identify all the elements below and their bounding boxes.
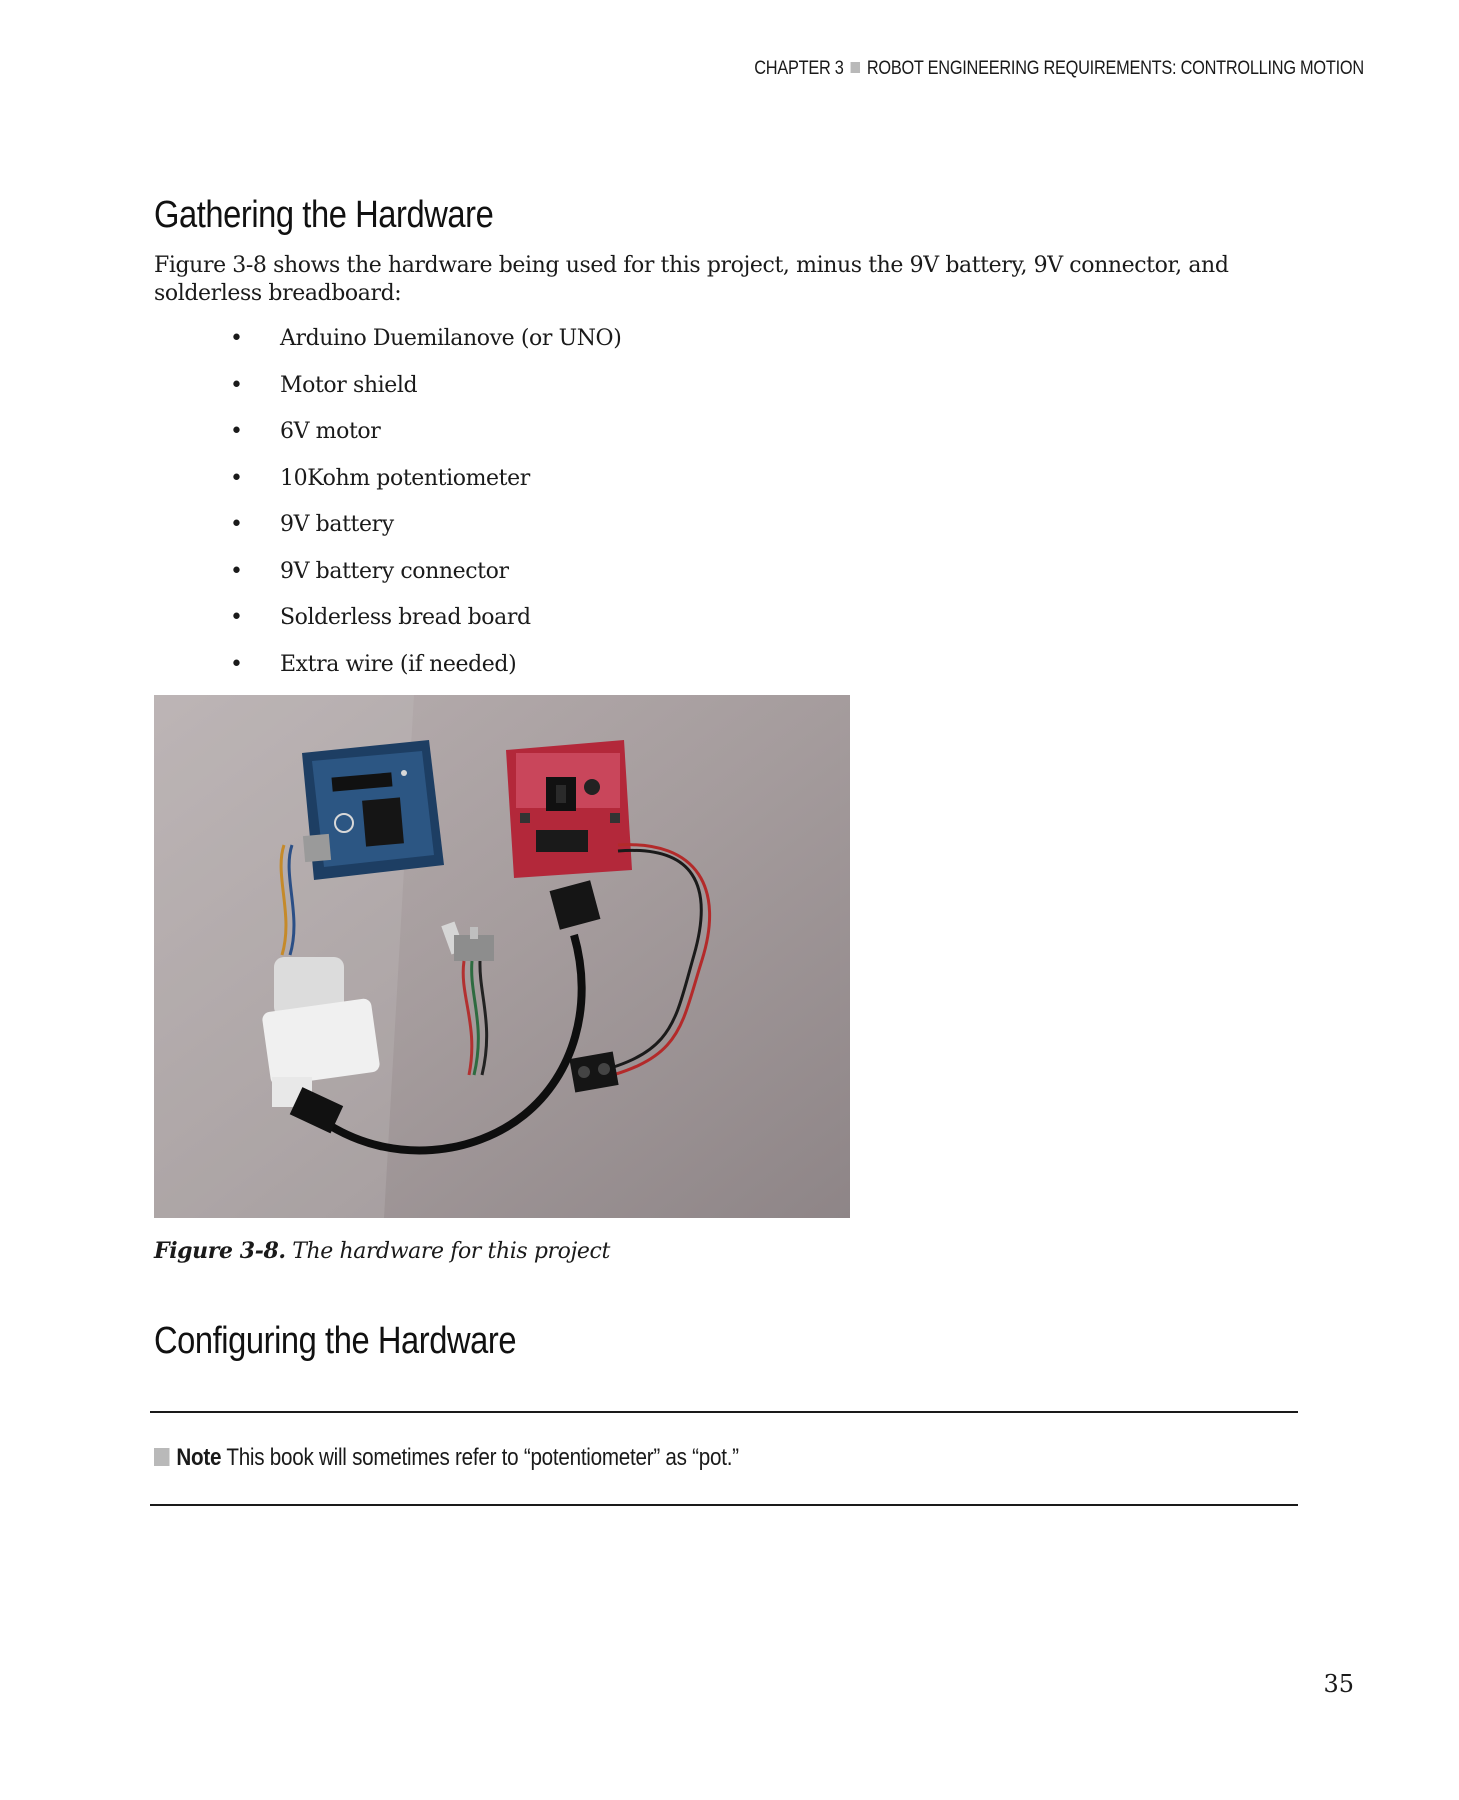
list-item: • 9V battery	[230, 510, 621, 557]
separator-square-icon	[851, 62, 860, 73]
chapter-label: CHAPTER 3	[754, 58, 844, 79]
list-item: • Solderless bread board	[230, 603, 621, 650]
running-head	[754, 58, 1364, 80]
list-item: • Arduino Duemilanove (or UNO)	[230, 324, 621, 371]
list-item: • Extra wire (if needed)	[230, 650, 621, 697]
section-heading-configuring: Configuring the Hardware	[154, 1320, 517, 1362]
list-item: • 9V battery connector	[230, 557, 621, 604]
bullet-icon: •	[230, 512, 243, 537]
bullet-icon: •	[230, 605, 243, 630]
intro-paragraph: Figure 3-8 shows the hardware being used for this project, minus the 9V battery, 9V connector, and solderless breadboard:	[154, 253, 1229, 306]
note-box	[154, 1444, 739, 1472]
section-heading-gathering: Gathering the Hardware	[154, 194, 494, 236]
chapter-title: ROBOT ENGINEERING REQUIREMENTS: CONTROLLING MOTION	[866, 58, 1364, 79]
list-item: • Motor shield	[230, 371, 621, 418]
arduino-board	[302, 740, 444, 880]
note-square-icon	[154, 1448, 169, 1466]
hardware-photo-illustration	[154, 695, 850, 1218]
hardware-photo	[154, 695, 850, 1218]
figure-label: Figure 3-8.	[154, 1238, 286, 1264]
list-item: • 6V motor	[230, 417, 621, 464]
page-number: 35	[1323, 1670, 1354, 1698]
note-text: This book will sometimes refer to “potentiometer” as “pot.”	[226, 1444, 739, 1471]
figure-caption-text: The hardware for this project	[292, 1239, 610, 1264]
bullet-icon: •	[230, 558, 243, 584]
bullet-icon: •	[230, 465, 243, 491]
note-top-rule	[150, 1411, 1298, 1413]
bullet-icon: •	[230, 651, 243, 677]
motor-shield	[506, 740, 632, 878]
note-bottom-rule	[150, 1504, 1298, 1506]
hardware-list	[230, 324, 621, 696]
bullet-icon: •	[230, 419, 243, 444]
figure-caption	[154, 1238, 610, 1264]
note-label: Note	[176, 1444, 222, 1471]
bullet-icon: •	[230, 326, 243, 351]
list-item: • 10Kohm potentiometer	[230, 464, 621, 511]
bullet-icon: •	[230, 372, 243, 398]
